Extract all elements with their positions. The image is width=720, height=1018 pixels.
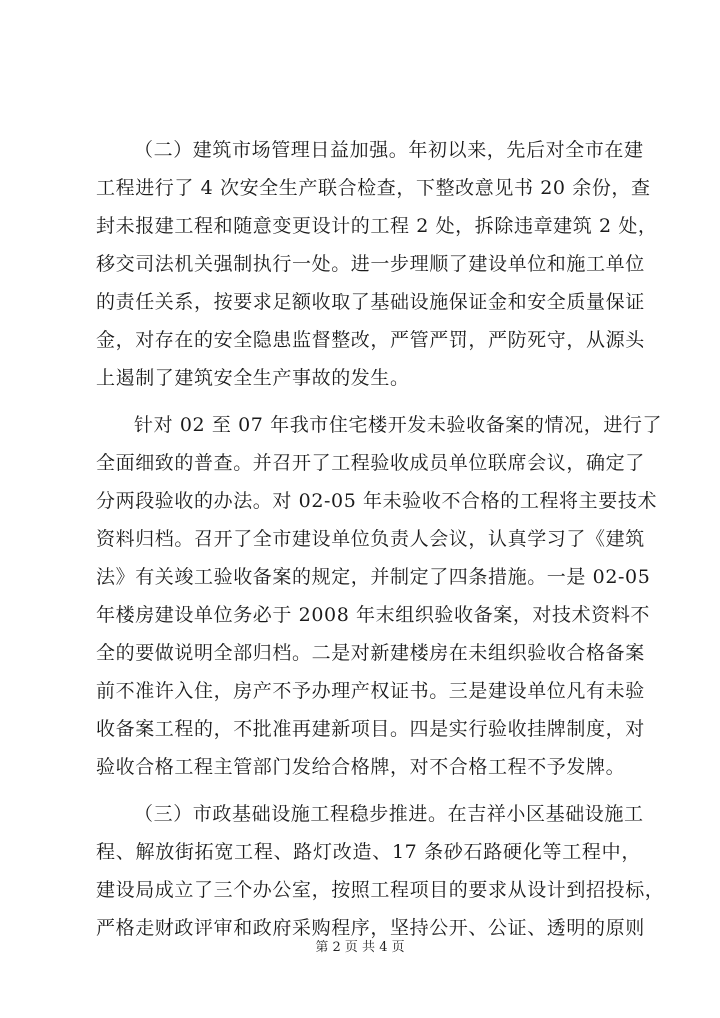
paragraph-2-line-1: 针对 02 至 07 年我市住宅楼开发未验收备案的情况，进行了 bbox=[134, 414, 663, 436]
paragraph-2-line-2: 全面细致的普查。并召开了工程验收成员单位联席会议，确定了 bbox=[96, 452, 645, 474]
paragraph-2-line-10: 验收合格工程主管部门发给合格牌，对不合格工程不予发牌。 bbox=[96, 756, 626, 778]
paragraph-3-line-3: 建设局成立了三个办公室，按照工程项目的要求从设计到招投标， bbox=[96, 879, 665, 901]
paragraph-3-line-1: （三）市政基础设施工程稳步推进。在吉祥小区基础设施工 bbox=[134, 803, 644, 825]
paragraph-1-line-3: 封未报建工程和随意变更设计的工程 2 处，拆除违章建筑 2 处， bbox=[96, 215, 658, 237]
paragraph-2-line-5: 法》有关竣工验收备案的规定，并制定了四条措施。一是 02-05 bbox=[96, 566, 651, 588]
paragraph-1-line-6: 金，对存在的安全隐患监督整改，严管严罚，严防死守，从源头 bbox=[96, 329, 645, 351]
paragraph-1-line-4: 移交司法机关强制执行一处。进一步理顺了建设单位和施工单位 bbox=[96, 253, 645, 275]
paragraph-2-line-8: 前不准许入住，房产不予办理产权证书。三是建设单位凡有未验 bbox=[96, 680, 645, 702]
paragraph-1-line-7: 上遏制了建筑安全生产事故的发生。 bbox=[96, 367, 410, 389]
paragraph-2-line-7: 全的要做说明全部归档。二是对新建楼房在未组织验收合格备案 bbox=[96, 642, 645, 664]
paragraph-2-line-9: 收备案工程的，不批准再建新项目。四是实行验收挂牌制度，对 bbox=[96, 718, 645, 740]
paragraph-1-line-1: （二）建筑市场管理日益加强。年初以来，先后对全市在建 bbox=[134, 139, 644, 161]
paragraph-1-line-2: 工程进行了 4 次安全生产联合检查，下整改意见书 20 余份，查 bbox=[96, 177, 651, 199]
paragraph-3-line-4: 严格走财政评审和政府采购程序，坚持公开、公证、透明的原则 bbox=[96, 917, 645, 939]
paragraph-3-line-2: 程、解放街拓宽工程、路灯改造、17 条砂石路硬化等工程中， bbox=[96, 841, 641, 863]
paragraph-1-line-5: 的责任关系，按要求足额收取了基础设施保证金和安全质量保证 bbox=[96, 291, 645, 313]
page-footer: 第 2 页 共 4 页 bbox=[315, 940, 405, 955]
paragraph-2-line-4: 资料归档。召开了全市建设单位负责人会议，认真学习了《建筑 bbox=[96, 528, 645, 550]
paragraph-2-line-6: 年楼房建设单位务必于 2008 年末组织验收备案，对技术资料不 bbox=[96, 604, 651, 626]
paragraph-2-line-3: 分两段验收的办法。对 02-05 年未验收不合格的工程将主要技术 bbox=[96, 490, 658, 512]
